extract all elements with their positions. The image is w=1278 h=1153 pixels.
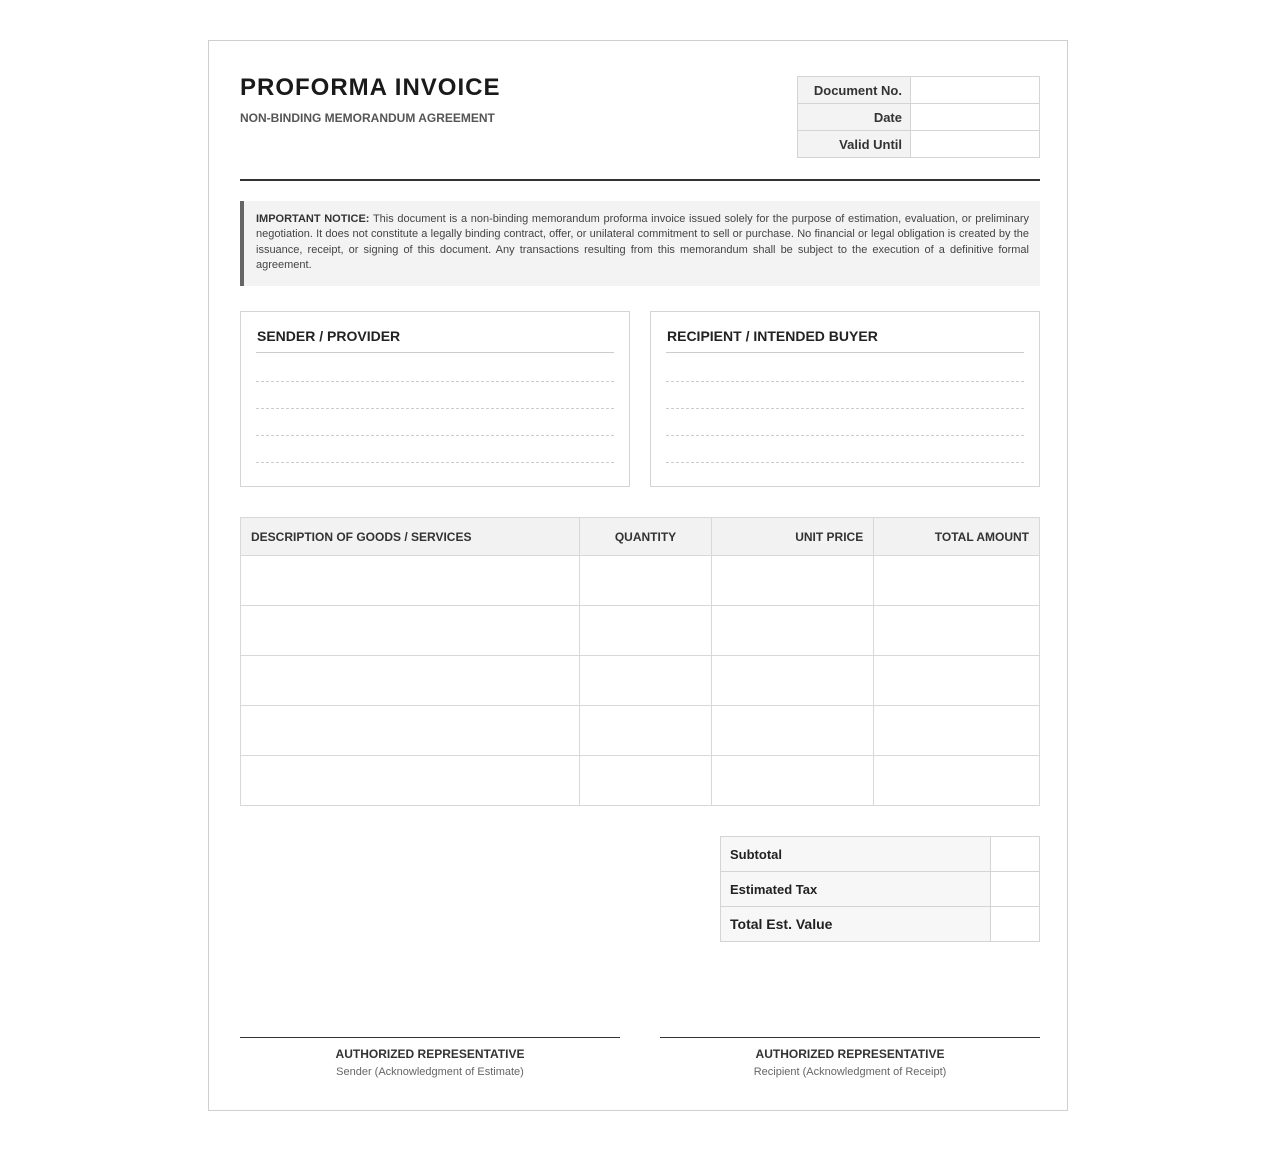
recipient-title: RECIPIENT / INTENDED BUYER: [667, 328, 878, 344]
document-no-field[interactable]: [911, 77, 1040, 104]
notice-body: This document is a non-binding memorandum proforma invoice issued solely for the purpose of estimation, evaluation, or preliminary negotiation. It does not constitute a legally binding contract, offer, or unilateral commitment to sell or purchase. No financial or legal obligation is created by the issuance, receipt, or signing of this document. Any transactions resulting from this memorandum shall be subject to the execution of a definitive formal agreement.: [256, 213, 1030, 272]
important-notice: [240, 201, 1040, 286]
recipient-title-divider: [666, 352, 1024, 353]
document-subtitle: NON-BINDING MEMORANDUM AGREEMENT: [240, 111, 495, 125]
total-value-label: Total Est. Value: [721, 907, 991, 942]
sender-line-1[interactable]: [256, 381, 614, 382]
document-meta-table: [797, 76, 1040, 158]
quantity-cell[interactable]: [580, 756, 711, 806]
total-amount-cell[interactable]: [874, 556, 1040, 606]
quantity-cell[interactable]: [580, 556, 711, 606]
subtotal-field[interactable]: [991, 837, 1040, 872]
recipient-signature-caption: Recipient (Acknowledgment of Receipt): [753, 1066, 947, 1078]
sender-title: SENDER / PROVIDER: [257, 328, 401, 344]
description-cell[interactable]: [241, 706, 580, 756]
meta-row-date: [798, 104, 1040, 131]
estimated-tax-row: [721, 872, 1040, 907]
sender-line-4[interactable]: [256, 462, 614, 463]
date-label: Date: [798, 104, 911, 131]
unit-price-cell[interactable]: [711, 606, 874, 656]
subtotal-row: [721, 837, 1040, 872]
document-title: PROFORMA INVOICE: [240, 74, 501, 101]
table-row: [241, 606, 1040, 656]
table-row: [241, 656, 1040, 706]
totals-table: [720, 836, 1040, 942]
total-amount-cell[interactable]: [874, 656, 1040, 706]
quantity-cell[interactable]: [580, 656, 711, 706]
unit-price-cell[interactable]: [711, 656, 874, 706]
sender-signature-caption: Sender (Acknowledgment of Estimate): [336, 1066, 524, 1078]
estimated-tax-field[interactable]: [991, 872, 1040, 907]
quantity-cell[interactable]: [580, 606, 711, 656]
recipient-box: [650, 311, 1040, 487]
sender-line-2[interactable]: [256, 408, 614, 409]
recipient-signature-line[interactable]: [660, 1037, 1040, 1038]
quantity-column-header: QUANTITY: [580, 518, 711, 556]
unit-price-cell[interactable]: [711, 756, 874, 806]
recipient-signature-block: [660, 1037, 1040, 1079]
invoice-page: [208, 40, 1068, 1111]
total-value-field[interactable]: [991, 907, 1040, 942]
document-no-label: Document No.: [798, 77, 911, 104]
line-items-table: [240, 517, 1040, 806]
total-amount-column-header: TOTAL AMOUNT: [874, 518, 1040, 556]
description-cell[interactable]: [241, 606, 580, 656]
unit-price-column-header: UNIT PRICE: [711, 518, 874, 556]
unit-price-cell[interactable]: [711, 556, 874, 606]
subtotal-label: Subtotal: [721, 837, 991, 872]
sender-title-divider: [256, 352, 614, 353]
quantity-cell[interactable]: [580, 706, 711, 756]
total-value-row: [721, 907, 1040, 942]
estimated-tax-label: Estimated Tax: [721, 872, 991, 907]
line-items-header-row: [241, 518, 1040, 556]
recipient-line-2[interactable]: [666, 408, 1024, 409]
sender-box: [240, 311, 630, 487]
meta-row-document-no: [798, 77, 1040, 104]
sender-signature-line[interactable]: [240, 1037, 620, 1038]
description-cell[interactable]: [241, 556, 580, 606]
sender-line-3[interactable]: [256, 435, 614, 436]
total-amount-cell[interactable]: [874, 606, 1040, 656]
total-amount-cell[interactable]: [874, 756, 1040, 806]
date-field[interactable]: [911, 104, 1040, 131]
table-row: [241, 756, 1040, 806]
unit-price-cell[interactable]: [711, 706, 874, 756]
total-amount-cell[interactable]: [874, 706, 1040, 756]
valid-until-label: Valid Until: [798, 131, 911, 158]
recipient-line-1[interactable]: [666, 381, 1024, 382]
description-cell[interactable]: [241, 656, 580, 706]
meta-row-valid-until: [798, 131, 1040, 158]
sender-signature-role: AUTHORIZED REPRESENTATIVE: [335, 1047, 525, 1061]
description-cell[interactable]: [241, 756, 580, 806]
recipient-line-4[interactable]: [666, 462, 1024, 463]
sender-signature-block: [240, 1037, 620, 1079]
recipient-signature-role: AUTHORIZED REPRESENTATIVE: [755, 1047, 945, 1061]
valid-until-field[interactable]: [911, 131, 1040, 158]
table-row: [241, 706, 1040, 756]
notice-heading: IMPORTANT NOTICE:: [256, 213, 370, 225]
header-divider: [240, 179, 1040, 181]
description-column-header: DESCRIPTION OF GOODS / SERVICES: [241, 518, 580, 556]
table-row: [241, 556, 1040, 606]
recipient-line-3[interactable]: [666, 435, 1024, 436]
